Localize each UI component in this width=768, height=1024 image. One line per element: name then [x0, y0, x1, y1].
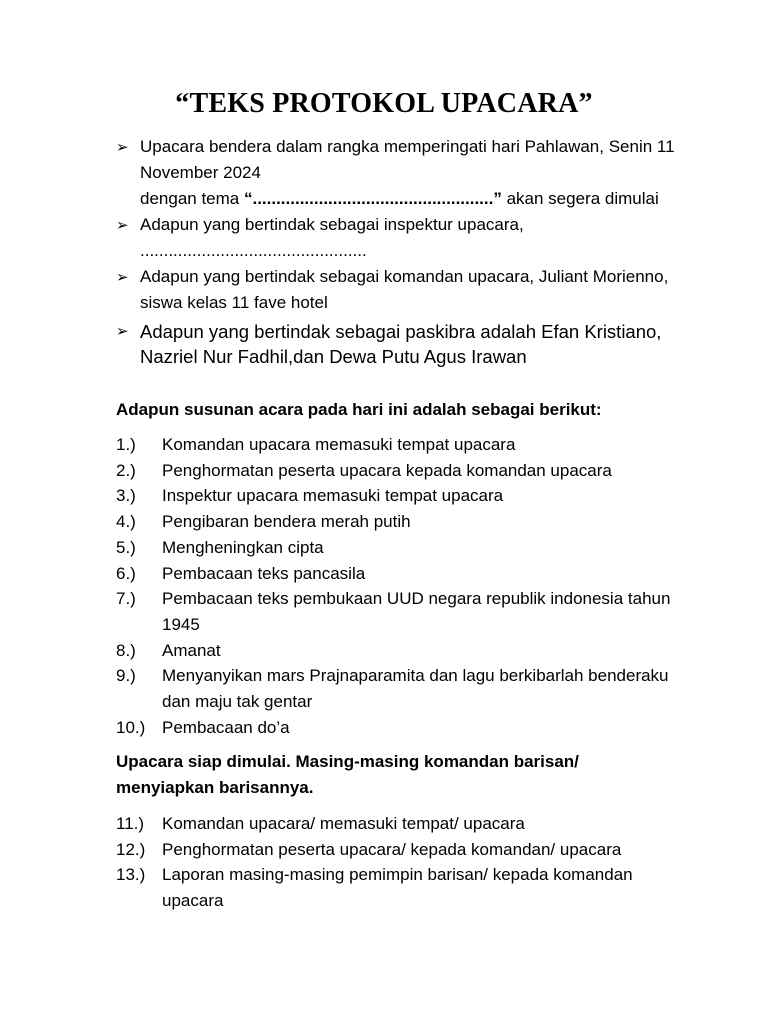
list-number: 8.) [116, 640, 136, 660]
list-item [116, 432, 686, 458]
agenda-heading: Adapun susunan acara pada hari ini adalah sebagai berikut: [116, 400, 602, 419]
bullet-item-commander [116, 264, 676, 316]
list-number: 2.) [116, 460, 136, 480]
list-number: 1.) [116, 435, 136, 454]
arrow-bullet-icon: ➢ [116, 322, 129, 340]
list-item-text: Pembacaan teks pembukaan UUD negara republik indonesia tahun 1945 [162, 589, 671, 634]
list-number: 3.) [116, 486, 136, 506]
theme-blank: “...................................................” [243, 189, 502, 208]
procedure-list [116, 811, 686, 914]
document-title: “TEKS PROTOKOL UPACARA” [175, 88, 593, 119]
announcement-bullets [116, 134, 676, 369]
list-item-text: Pembacaan do’a [162, 717, 290, 737]
list-item [116, 509, 686, 535]
arrow-bullet-icon: ➢ [116, 138, 129, 156]
agenda-list [116, 432, 686, 740]
list-number: 12.) [116, 839, 146, 859]
list-item [116, 561, 686, 587]
ready-heading: Upacara siap dimulai. Masing-masing komandan barisan/ menyiapkan barisannya. [116, 752, 579, 797]
bullet-text-commander: Adapun yang bertindak sebagai komandan upacara, Juliant Morienno, siswa kelas 11 fave hotel [140, 267, 669, 312]
arrow-bullet-icon: ➢ [116, 268, 129, 286]
list-item [116, 837, 686, 863]
list-number: 4.) [116, 512, 136, 532]
bullet-item-ceremony [116, 134, 676, 212]
list-number: 6.) [116, 563, 136, 583]
list-item-text: Inspektur upacara memasuki tempat upacara [162, 486, 504, 506]
list-item [116, 715, 686, 741]
list-item-text: Pembacaan teks pancasila [162, 563, 366, 583]
list-item [116, 483, 686, 509]
list-item [116, 638, 686, 664]
list-number: 7.) [116, 589, 136, 609]
bullet-text-theme-suffix: akan segera dimulai [501, 189, 659, 208]
list-item-text: Penghormatan peserta upacara/ kepada komandan/ upacara [162, 839, 622, 859]
list-item-text: Amanat [162, 640, 221, 660]
list-number: 11.) [116, 814, 145, 833]
bullet-item-paskibra [116, 319, 676, 369]
bullet-text-theme-prefix: dengan tema [140, 189, 244, 208]
list-item-text: Penghormatan peserta upacara kepada komandan upacara [162, 460, 612, 480]
list-item [116, 535, 686, 561]
list-number: 13.) [116, 865, 146, 885]
list-item-text: Komandan upacara/ memasuki tempat/ upacara [162, 814, 525, 833]
list-item [116, 811, 686, 837]
list-number: 9.) [116, 666, 136, 686]
list-item [116, 586, 686, 637]
list-item [116, 862, 686, 913]
list-item [116, 458, 686, 484]
list-number: 5.) [116, 537, 136, 557]
list-item-text: Mengheningkan cipta [162, 537, 324, 557]
list-item-text: Komandan upacara memasuki tempat upacara [162, 435, 516, 454]
bullet-text-ceremony-date: Upacara bendera dalam rangka memperingati hari Pahlawan, Senin 11 November 2024 [140, 137, 675, 182]
bullet-text-paskibra: Adapun yang bertindak sebagai paskibra adalah Efan Kristiano, Nazriel Nur Fadhil,dan Dewa Putu Agus Irawan [140, 321, 662, 367]
list-item-text: Menyanyikan mars Prajnaparamita dan lagu berkibarlah benderaku dan maju tak gentar [162, 666, 669, 712]
list-item-text: Laporan masing-masing pemimpin barisan/ kepada komandan upacara [162, 865, 633, 911]
list-item-text: Pengibaran bendera merah putih [162, 512, 411, 532]
list-item [116, 663, 686, 714]
arrow-bullet-icon: ➢ [116, 216, 129, 234]
bullet-text-inspector: Adapun yang bertindak sebagai inspektur upacara, ................................................ [140, 215, 524, 260]
list-number: 10.) [116, 717, 146, 737]
bullet-item-inspector [116, 212, 676, 264]
